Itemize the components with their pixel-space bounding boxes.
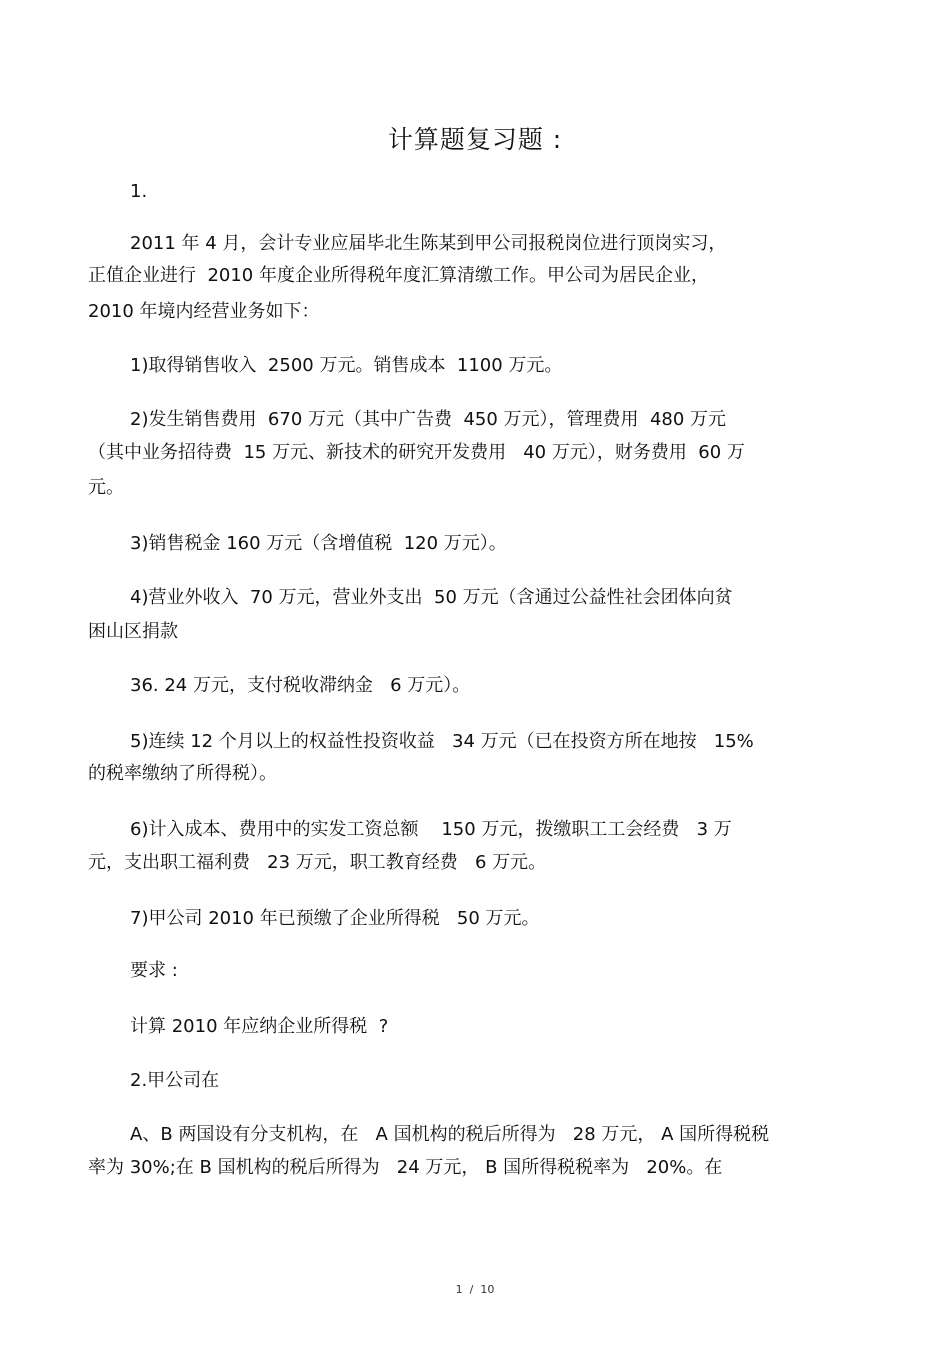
paragraph-line: 6)计入成本、费用中的实发工资总额 150 万元，拨缴职工工会经费 3 万	[130, 819, 732, 840]
page-title: 计算题复习题 :	[387, 125, 563, 154]
paragraph-line: 困山区捐款	[88, 621, 178, 642]
paragraph-line: 的税率缴纳了所得税）。	[88, 763, 277, 784]
paragraph-line: 4)营业外收入 70 万元，营业外支出 50 万元（含通过公益性社会团体向贫	[130, 587, 733, 608]
paragraph-line: 正值企业进行 2010 年度企业所得税年度汇算清缴工作。甲公司为居民企业，	[88, 265, 709, 286]
paragraph-line: A、B 两国设有分支机构，在 A 国机构的税后所得为 28 万元， A 国所得税税	[130, 1124, 770, 1145]
paragraph-line: 元。	[88, 477, 124, 498]
paragraph-line: 36. 24 万元，支付税收滞纳金 6 万元）。	[130, 675, 471, 696]
paragraph-line: 元，支出职工福利费 23 万元，职工教育经费 6 万元。	[88, 852, 547, 873]
paragraph-line: 2011 年 4 月，会计专业应届毕北生陈某到甲公司报税岗位进行顶岗实习，	[130, 233, 727, 254]
paragraph-line: 要求 :	[130, 960, 178, 981]
paragraph-line: 1)取得销售收入 2500 万元。销售成本 1100 万元。	[130, 355, 563, 376]
paragraph-line: 3)销售税金 160 万元（含增值税 120 万元）。	[130, 533, 507, 554]
paragraph-line: （其中业务招待费 15 万元、新技术的研究开发费用 40 万元），财务费用 60 万	[88, 442, 745, 463]
paragraph-line: 7)甲公司 2010 年已预缴了企业所得税 50 万元。	[130, 908, 540, 929]
question-number: 1.	[130, 181, 148, 202]
paragraph-line: 2)发生销售费用 670 万元（其中广告费 450 万元），管理费用 480 万元	[130, 409, 727, 430]
paragraph-line: 率为 30%;在 B 国机构的税后所得为 24 万元， B 国所得税税率为 20%。在	[88, 1157, 723, 1178]
page-indicator: 1 / 10	[455, 1283, 495, 1296]
question-number: 2.甲公司在	[130, 1070, 220, 1091]
paragraph-line: 2010 年境内经营业务如下：	[88, 301, 320, 322]
paragraph-line: 计算 2010 年应纳企业所得税 ?	[130, 1016, 389, 1037]
paragraph-line: 5)连续 12 个月以上的权益性投资收益 34 万元（已在投资方所在地按 15%	[130, 731, 754, 752]
